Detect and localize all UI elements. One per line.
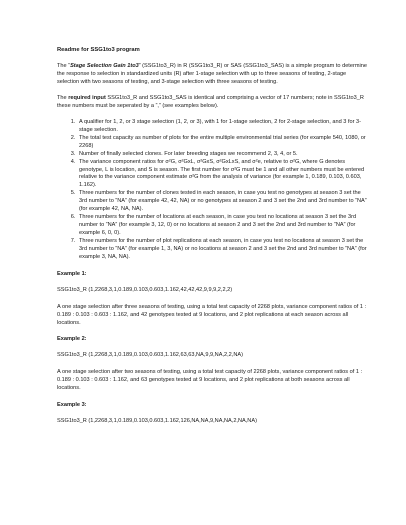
intro-paragraph <box>57 63 368 87</box>
example-code: SSG1to3_R (1,2268,3,1,0.189,0.103,0.603,1.162,63,63,NA,9,9,NA,2,2,NA) <box>57 352 243 359</box>
example-heading: Example 3: <box>57 402 87 409</box>
example-heading: Example 1: <box>57 270 87 277</box>
example-heading: Example 2: <box>57 336 87 343</box>
list-item: 4. The variance component ratios for σ²G, σ²GxL, σ²GxS, σ²GxLxS, and σ²e, relative to σ²G, where G denotes genotype, L is location, and S is season. The first number for σ²G must be 1 and all other numbers must be entered relative to the variance component estimate σ²G from the analysis of variance (for example 1, 0.189, 0.103, 0.603, 1.162). <box>77 159 368 191</box>
example-code: SSG1to3_R (1,2268,3,1,0.189,0.103,0.603,1.162,126,NA,NA,9,NA,NA,2,NA,NA) <box>57 418 257 425</box>
document-title: Readme for SSG1to3 program <box>57 47 140 53</box>
list-item: 7. Three numbers for the number of plot replications at each season, in case you test no locations at season 3 set the 3rd number to “NA” (for example 1, 3, NA) or no locations at season 2 and 3 set the 2nd and 3rd number to “NA” (for example 3, NA, NA). <box>77 238 368 262</box>
list-item: 2. The total test capacity as number of plots for the entire multiple environmental trial series (for example 540, 1080, or 2268) <box>77 135 368 151</box>
required-input-label: required input <box>68 95 106 102</box>
input-text: The <box>57 95 69 102</box>
list-item: 3. Number of finally selected clones. For later breeding stages we recommend 2, 3, 4, or 5. <box>77 151 368 159</box>
list-item: 6. Three numbers for the number of locations at each season, in case you test no locations at season 3 set the 3rd number to “NA” (for example 3, 12, 0) or no locations at season 2 and 3 set the 2nd and 3rd number to “NA” (for example 6, 0, 0). <box>77 214 368 238</box>
program-name: Stage Selection Gain 1to3 <box>70 63 139 70</box>
intro-text: The “ <box>57 63 71 70</box>
intro-text-cont: ” (SSG1to3_R) in R (SSG1to3_R) or SAS (SSG1to3_SAS) is a simple program to determine the response to selection in standardized units (R) after 1-stage selection with up to three seasons of testing, 2-stage selection with two seasons of testing, and 3-stage selection with three seasons of testing. <box>57 63 367 86</box>
list-item: 5. Three numbers for the number of clones tested in each season, in case you test no genotypes at season 3 set the 3rd number to “NA” (for example 42, 42, NA) or no genotypes at season 2 and 3 set the 2nd and 3rd number to “NA” (for example 42, NA, NA). <box>77 190 368 214</box>
example-description: A one stage selection after two seasons of testing, using a total test capacity of 2268 plots, variance component ratios of 1 : 0.189 : 0.103 : 0.603 : 1.162, and 63 genotypes tested at 9 locations, and 2 plot replications at both seasons across all locations. <box>57 369 363 392</box>
input-text-cont: SSG1to3_R and SSG1to3_SAS is identical and comprising a vector of 17 numbers; note in SSG1to3_R these numbers must be seperated by a “,” (see examples below). <box>57 95 364 109</box>
example-description: A one stage selection after three seasons of testing, using a total test capacity of 2268 plots, variance component ratios of 1 : 0.189 : 0.103 : 0.603 : 1.162, and 42 genotypes tested at 9 locations, and 2 plot replications at each season across all locations. <box>57 303 367 326</box>
example-code: SSG1to3_R (1,2268,3,1,0.189,0.103,0.603,1.162,42,42,42,9,9,9,2,2,2) <box>57 286 233 293</box>
input-list <box>57 119 368 262</box>
list-item: 1. A qualifier for 1, 2, or 3 stage selection (1, 2, or 3), with 1 for 1-stage selection, 2 for 2-stage selection, and 3 for 3-stage selection. <box>77 119 368 135</box>
input-paragraph <box>57 95 368 111</box>
